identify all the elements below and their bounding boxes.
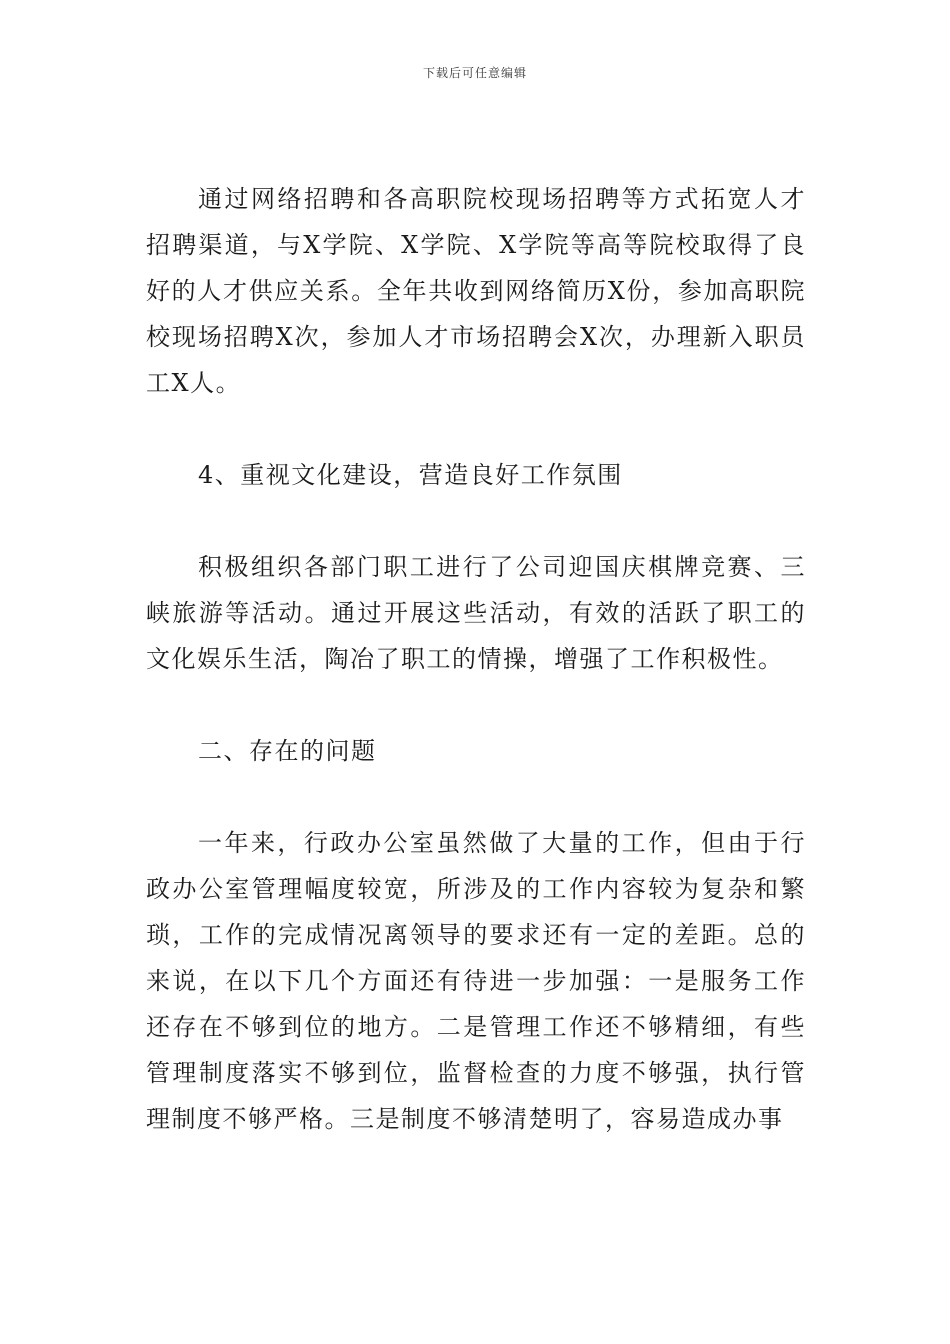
paragraph-spacer (146, 682, 806, 728)
paragraph-spacer (146, 498, 806, 544)
section-heading-problems: 二、存在的问题 (198, 737, 377, 765)
section-heading-culture: 4、重视文化建设，营造良好工作氛围 (198, 461, 623, 489)
paragraph-spacer (146, 406, 806, 452)
paragraph-recruitment: 通过网络招聘和各高职院校现场招聘等方式拓宽人才招聘渠道，与X学院、X学院、X学院等高等院校取得了良好的人才供应关系。全年共收到网络简历X份，参加高职院校现场招聘X次，参加人才市场招聘会X次，办理新入职员工X人。 (146, 185, 806, 397)
paragraph-culture-activities: 积极组织各部门职工进行了公司迎国庆棋牌竞赛、三峡旅游等活动。通过开展这些活动，有效的活跃了职工的文化娱乐生活，陶冶了职工的情操，增强了工作积极性。 (146, 553, 806, 673)
document-body (146, 176, 806, 1142)
paragraph-problems: 一年来，行政办公室虽然做了大量的工作，但由于行政办公室管理幅度较宽，所涉及的工作内容较为复杂和繁琐，工作的完成情况离领导的要求还有一定的差距。总的来说，在以下几个方面还有待进一步加强：一是服务工作还存在不够到位的地方。二是管理工作还不够精细，有些管理制度落实不够到位，监督检查的力度不够强，执行管理制度不够严格。三是制度不够清楚明了，容易造成办事 (146, 829, 806, 1133)
paragraph-spacer (146, 774, 806, 820)
page-header-note: 下载后可任意编辑 (422, 66, 527, 80)
